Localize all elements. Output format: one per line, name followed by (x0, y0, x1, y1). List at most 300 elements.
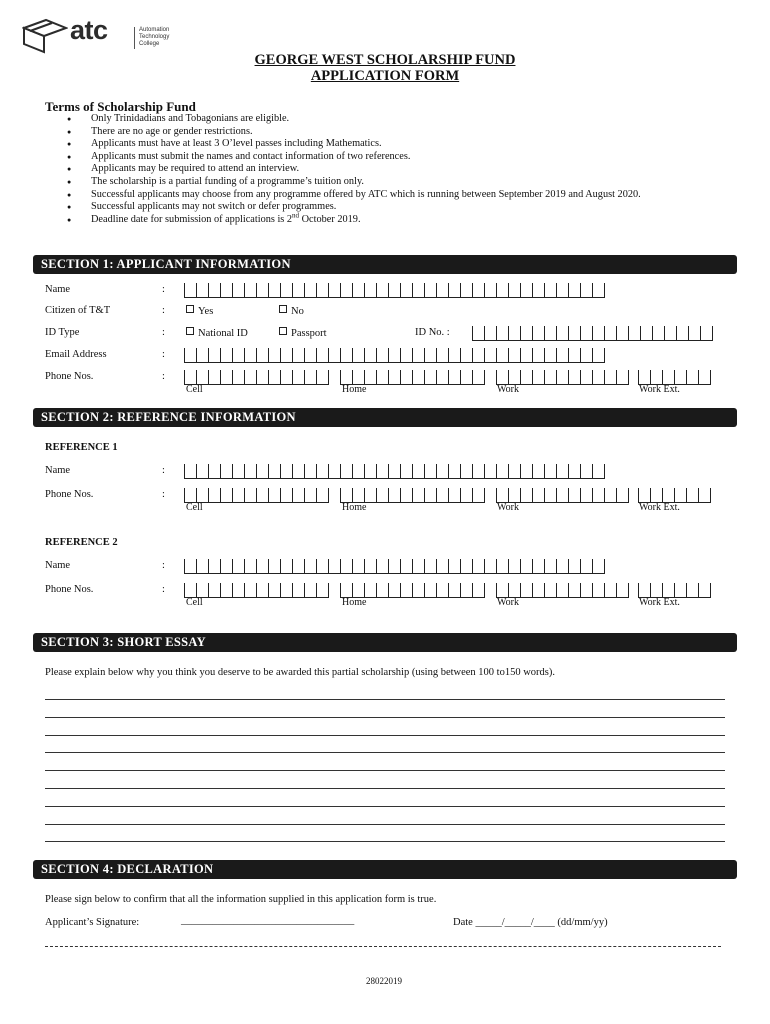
char-box (436, 370, 448, 384)
char-box (686, 488, 698, 502)
char-box (328, 348, 340, 362)
ref2-cell-field[interactable] (184, 583, 329, 598)
char-box (662, 583, 674, 597)
home-caption: Home (342, 597, 367, 608)
char-box (580, 326, 592, 340)
char-box (412, 559, 424, 573)
checkbox-icon (279, 305, 287, 313)
char-box (196, 583, 208, 597)
work-ext-caption: Work Ext. (639, 384, 680, 395)
logo-subtitle (134, 27, 169, 49)
work-caption: Work (497, 597, 519, 608)
char-box (352, 559, 364, 573)
char-box (412, 370, 424, 384)
char-box (544, 370, 556, 384)
char-box (304, 488, 316, 502)
char-box (208, 488, 220, 502)
cell-caption: Cell (186, 502, 203, 513)
signature-field[interactable]: _________________________________ (181, 915, 355, 926)
char-box (268, 559, 280, 573)
char-box (196, 348, 208, 362)
char-box (580, 559, 592, 573)
char-box (544, 283, 556, 297)
char-box (388, 348, 400, 362)
char-box (244, 283, 256, 297)
char-box (484, 283, 496, 297)
date-field[interactable]: Date _____/_____/____ (dd/mm/yy) (453, 917, 608, 928)
section4-header: SECTION 4: DECLARATION (33, 860, 737, 879)
citizen-no-checkbox[interactable] (279, 305, 304, 317)
ref1-phone-label: Phone Nos. (45, 489, 94, 500)
char-box (544, 488, 556, 502)
char-box (556, 283, 568, 297)
ref1-cell-field[interactable] (184, 488, 329, 503)
colon: : (162, 349, 165, 360)
char-box (352, 583, 364, 597)
char-box (184, 348, 196, 362)
char-box (376, 464, 388, 478)
name-label: Name (45, 284, 71, 295)
char-box (460, 464, 472, 478)
char-box (532, 559, 544, 573)
ref2-work-ext-field[interactable] (638, 583, 711, 598)
citizen-yes-checkbox[interactable] (186, 305, 213, 317)
colon: : (162, 284, 165, 295)
char-box (472, 488, 485, 502)
char-box (568, 464, 580, 478)
essay-line (45, 824, 725, 825)
essay-line (45, 752, 725, 753)
char-box (256, 559, 268, 573)
email-field[interactable] (184, 348, 605, 363)
char-box (472, 464, 484, 478)
char-box (412, 583, 424, 597)
terms-item-deadline (45, 211, 725, 227)
declaration-prompt: Please sign below to confirm that all the information supplied in this application form is true. (45, 894, 437, 905)
char-box (364, 559, 376, 573)
terms-item: ● Applicants may be required to attend an interview. (45, 163, 725, 176)
char-box (508, 370, 520, 384)
char-box (304, 370, 316, 384)
char-box (196, 559, 208, 573)
char-box (424, 464, 436, 478)
terms-item: ● Successful applicants may choose from any programme offered by ATC which is running between September 2019 and August 2020. (45, 189, 725, 202)
char-box (700, 326, 713, 340)
char-box (280, 559, 292, 573)
char-box (580, 583, 592, 597)
char-box (352, 488, 364, 502)
char-box (568, 326, 580, 340)
char-box (196, 488, 208, 502)
char-box (292, 283, 304, 297)
colon: : (162, 371, 165, 382)
char-box (472, 559, 484, 573)
char-box (496, 559, 508, 573)
work-phone-field[interactable] (496, 370, 629, 385)
char-box (520, 464, 532, 478)
char-box (208, 583, 220, 597)
char-box (280, 488, 292, 502)
char-box (568, 370, 580, 384)
section3-header: SECTION 3: SHORT ESSAY (33, 633, 737, 652)
char-box (208, 348, 220, 362)
char-box (496, 370, 508, 384)
char-box (304, 283, 316, 297)
char-box (532, 464, 544, 478)
char-box (436, 283, 448, 297)
char-box (674, 488, 686, 502)
char-box (412, 464, 424, 478)
char-box (244, 464, 256, 478)
char-box (460, 283, 472, 297)
char-box (628, 326, 640, 340)
char-box (196, 464, 208, 478)
char-box (496, 583, 508, 597)
cut-line-divider (45, 946, 721, 947)
ref1-work-ext-field[interactable] (638, 488, 711, 503)
char-box (244, 348, 256, 362)
char-box (580, 464, 592, 478)
char-box (544, 348, 556, 362)
char-box (520, 559, 532, 573)
char-box (376, 283, 388, 297)
applicant-name-field[interactable] (184, 283, 605, 298)
char-box (544, 326, 556, 340)
char-box (352, 370, 364, 384)
deadline-sup: nd (292, 211, 300, 220)
char-box (472, 583, 485, 597)
char-box (650, 370, 662, 384)
char-box (328, 559, 340, 573)
char-box (184, 488, 196, 502)
char-box (304, 583, 316, 597)
char-box (556, 326, 568, 340)
char-box (220, 488, 232, 502)
no-label: No (291, 306, 304, 317)
char-box (496, 326, 508, 340)
ref2-name-field[interactable] (184, 559, 605, 574)
char-box (220, 283, 232, 297)
char-box (352, 464, 364, 478)
char-box (676, 326, 688, 340)
atc-logo-icon (22, 18, 68, 54)
terms-item: ● The scholarship is a partial funding of a programme’s tuition only. (45, 176, 725, 189)
terms-item: ● Successful applicants may not switch or defer programmes. (45, 201, 725, 214)
work-caption: Work (497, 502, 519, 513)
char-box (472, 283, 484, 297)
char-box (508, 348, 520, 362)
char-box (244, 370, 256, 384)
char-box (496, 464, 508, 478)
char-box (556, 583, 568, 597)
char-box (592, 464, 605, 478)
char-box (340, 488, 352, 502)
logo-wordmark: atc (70, 15, 108, 45)
char-box (496, 348, 508, 362)
char-box (340, 559, 352, 573)
char-box (388, 583, 400, 597)
ref1-name-label: Name (45, 465, 71, 476)
char-box (292, 583, 304, 597)
char-box (592, 326, 604, 340)
terms-item: ● Applicants must have at least 3 O’level passes including Mathematics. (45, 138, 725, 151)
colon: : (162, 305, 165, 316)
char-box (352, 348, 364, 362)
char-box (376, 583, 388, 597)
checkbox-icon (186, 327, 194, 335)
char-box (424, 370, 436, 384)
char-box (568, 283, 580, 297)
char-box (208, 283, 220, 297)
char-box (364, 488, 376, 502)
char-box (232, 559, 244, 573)
ref1-work-field[interactable] (496, 488, 629, 503)
char-box (256, 583, 268, 597)
home-phone-field[interactable] (340, 370, 485, 385)
char-box (280, 464, 292, 478)
char-box (436, 559, 448, 573)
char-box (532, 370, 544, 384)
char-box (316, 348, 328, 362)
char-box (460, 583, 472, 597)
char-box (280, 370, 292, 384)
char-box (208, 464, 220, 478)
char-box (616, 370, 629, 384)
char-box (556, 464, 568, 478)
work-caption: Work (497, 384, 519, 395)
char-box (220, 583, 232, 597)
ref1-name-field[interactable] (184, 464, 605, 479)
char-box (340, 348, 352, 362)
char-box (688, 326, 700, 340)
char-box (244, 488, 256, 502)
national-id-checkbox[interactable] (186, 327, 248, 339)
char-box (556, 348, 568, 362)
char-box (448, 370, 460, 384)
char-box (520, 348, 532, 362)
char-box (604, 488, 616, 502)
char-box (304, 559, 316, 573)
char-box (244, 559, 256, 573)
char-box (580, 488, 592, 502)
char-box (184, 283, 196, 297)
char-box (196, 283, 208, 297)
char-box (232, 464, 244, 478)
char-box (268, 370, 280, 384)
char-box (316, 283, 328, 297)
char-box (412, 283, 424, 297)
char-box (580, 370, 592, 384)
char-box (496, 488, 508, 502)
char-box (650, 488, 662, 502)
passport-checkbox[interactable] (279, 327, 327, 339)
char-box (232, 370, 244, 384)
char-box (484, 326, 496, 340)
char-box (592, 559, 605, 573)
colon: : (162, 584, 165, 595)
char-box (256, 348, 268, 362)
char-box (388, 464, 400, 478)
char-box (316, 583, 329, 597)
char-box (232, 348, 244, 362)
char-box (436, 348, 448, 362)
char-box (508, 464, 520, 478)
colon: : (162, 560, 165, 571)
char-box (184, 464, 196, 478)
char-box (556, 488, 568, 502)
char-box (280, 583, 292, 597)
char-box (400, 583, 412, 597)
idtype-label: ID Type (45, 327, 80, 338)
ref1-home-field[interactable] (340, 488, 485, 503)
work-ext-field[interactable] (638, 370, 711, 385)
char-box (532, 348, 544, 362)
char-box (184, 370, 196, 384)
char-box (184, 583, 196, 597)
deadline-text: Deadline date for submission of applications is 2 (91, 213, 293, 225)
char-box (400, 464, 412, 478)
char-box (448, 283, 460, 297)
reference1-heading: REFERENCE 1 (45, 442, 118, 453)
char-box (220, 370, 232, 384)
char-box (388, 488, 400, 502)
char-box (292, 559, 304, 573)
id-number-label: ID No. : (415, 327, 450, 338)
citizen-label: Citizen of T&T (45, 305, 111, 316)
char-box (460, 559, 472, 573)
char-box (484, 464, 496, 478)
char-box (460, 488, 472, 502)
char-box (424, 488, 436, 502)
char-box (508, 326, 520, 340)
char-box (604, 370, 616, 384)
char-box (268, 488, 280, 502)
char-box (448, 348, 460, 362)
essay-line (45, 806, 725, 807)
essay-line (45, 699, 725, 700)
colon: : (162, 465, 165, 476)
char-box (376, 348, 388, 362)
char-box (232, 283, 244, 297)
ref2-work-field[interactable] (496, 583, 629, 598)
char-box (376, 559, 388, 573)
char-box (532, 326, 544, 340)
char-box (544, 583, 556, 597)
char-box (340, 583, 352, 597)
char-box (256, 370, 268, 384)
cell-phone-field[interactable] (184, 370, 329, 385)
char-box (232, 488, 244, 502)
form-title-line2: APPLICATION FORM (310, 68, 460, 84)
char-box (520, 583, 532, 597)
char-box (508, 559, 520, 573)
work-ext-caption: Work Ext. (639, 502, 680, 513)
char-box (340, 464, 352, 478)
id-number-field[interactable] (472, 326, 713, 341)
national-id-label: National ID (198, 328, 248, 339)
char-box (292, 348, 304, 362)
char-box (544, 559, 556, 573)
char-box (520, 370, 532, 384)
char-box (638, 370, 650, 384)
char-box (268, 583, 280, 597)
terms-list (45, 113, 725, 226)
checkbox-icon (186, 305, 194, 313)
char-box (580, 283, 592, 297)
char-box (424, 283, 436, 297)
checkbox-icon (279, 327, 287, 335)
char-box (568, 348, 580, 362)
char-box (436, 488, 448, 502)
char-box (412, 348, 424, 362)
char-box (280, 283, 292, 297)
char-box (232, 583, 244, 597)
char-box (400, 348, 412, 362)
essay-line (45, 788, 725, 789)
char-box (532, 283, 544, 297)
char-box (520, 488, 532, 502)
essay-line (45, 770, 725, 771)
char-box (424, 348, 436, 362)
char-box (674, 583, 686, 597)
char-box (292, 464, 304, 478)
char-box (220, 559, 232, 573)
logo-sub-line: Technology (139, 34, 170, 41)
form-title-line1: GEORGE WEST SCHOLARSHIP FUND (254, 52, 516, 68)
char-box (220, 464, 232, 478)
char-box (616, 583, 629, 597)
section2-header: SECTION 2: REFERENCE INFORMATION (33, 408, 737, 427)
char-box (328, 464, 340, 478)
char-box (400, 488, 412, 502)
char-box (388, 283, 400, 297)
char-box (674, 370, 686, 384)
char-box (424, 583, 436, 597)
essay-prompt: Please explain below why you think you deserve to be awarded this partial scholarship (using between 100 to150 words). (45, 667, 556, 678)
char-box (304, 464, 316, 478)
char-box (184, 559, 196, 573)
char-box (256, 488, 268, 502)
char-box (640, 326, 652, 340)
section1-header: SECTION 1: APPLICANT INFORMATION (33, 255, 737, 274)
char-box (388, 559, 400, 573)
char-box (268, 348, 280, 362)
terms-item: ● Applicants must submit the names and contact information of two references. (45, 151, 725, 164)
char-box (580, 348, 592, 362)
char-box (268, 283, 280, 297)
char-box (592, 488, 604, 502)
char-box (686, 370, 698, 384)
char-box (472, 326, 484, 340)
char-box (508, 583, 520, 597)
terms-item: ● There are no age or gender restrictions. (45, 126, 725, 139)
ref2-home-field[interactable] (340, 583, 485, 598)
passport-label: Passport (291, 328, 327, 339)
char-box (698, 488, 711, 502)
char-box (436, 464, 448, 478)
char-box (662, 370, 674, 384)
char-box (400, 370, 412, 384)
footer-code: 28022019 (366, 976, 402, 986)
char-box (448, 488, 460, 502)
char-box (484, 348, 496, 362)
char-box (376, 370, 388, 384)
char-box (604, 583, 616, 597)
essay-line (45, 735, 725, 736)
work-ext-caption: Work Ext. (639, 597, 680, 608)
char-box (208, 370, 220, 384)
char-box (544, 464, 556, 478)
